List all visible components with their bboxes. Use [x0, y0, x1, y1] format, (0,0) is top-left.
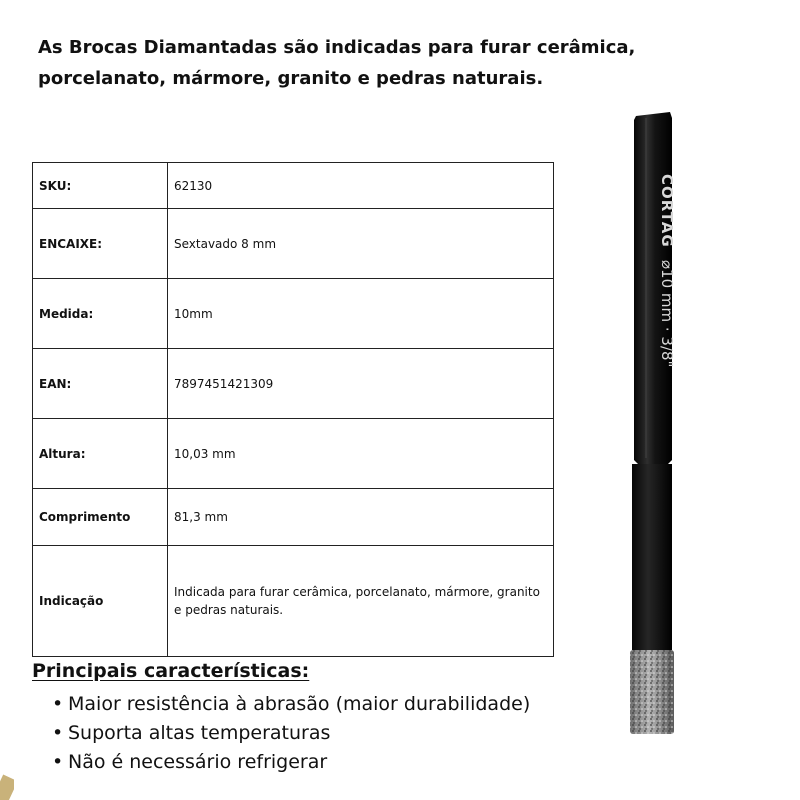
table-row-sku: [33, 163, 554, 209]
spec-label: EAN:: [33, 349, 168, 419]
table-row-comprimento: [33, 489, 554, 546]
drill-body: [632, 464, 672, 650]
headline: As Brocas Diamantadas são indicadas para furar cerâmica, porcelanato, mármore, granito e pedras naturais.: [38, 37, 636, 89]
table-row-ean: [33, 349, 554, 419]
drill-brand: CORTAG: [658, 174, 676, 248]
spec-label: Medida:: [33, 279, 168, 349]
table-row-medida: [33, 279, 554, 349]
feature-item: • Suporta altas temperaturas: [48, 719, 530, 748]
spec-value: 62130: [168, 163, 554, 209]
spec-value: Indicada para furar cerâmica, porcelanato, mármore, granito e pedras naturais.: [168, 546, 554, 657]
drill-bit-image: [596, 112, 706, 742]
spec-label: ENCAIXE:: [33, 209, 168, 279]
table-row-encaixe: [33, 209, 554, 279]
features-list: [48, 690, 530, 777]
corner-decoration: [0, 0, 14, 800]
spec-value: 10mm: [168, 279, 554, 349]
table-row-altura: [33, 419, 554, 489]
spec-table: [32, 162, 554, 657]
spec-label: SKU:: [33, 163, 168, 209]
spec-label: Indicação: [33, 546, 168, 657]
feature-item: • Não é necessário refrigerar: [48, 748, 530, 777]
feature-item: • Maior resistência à abrasão (maior durabilidade): [48, 690, 530, 719]
drill-marking: ⌀10 mm · 3/8": [658, 260, 676, 368]
spec-value: 10,03 mm: [168, 419, 554, 489]
spec-label: Altura:: [33, 419, 168, 489]
features-title: Principais características:: [32, 660, 310, 682]
spec-value: 7897451421309: [168, 349, 554, 419]
spec-label: Comprimento: [33, 489, 168, 546]
diamond-grit: [630, 650, 674, 734]
spec-value: 81,3 mm: [168, 489, 554, 546]
spec-value: Sextavado 8 mm: [168, 209, 554, 279]
table-row-indicacao: [33, 546, 554, 657]
